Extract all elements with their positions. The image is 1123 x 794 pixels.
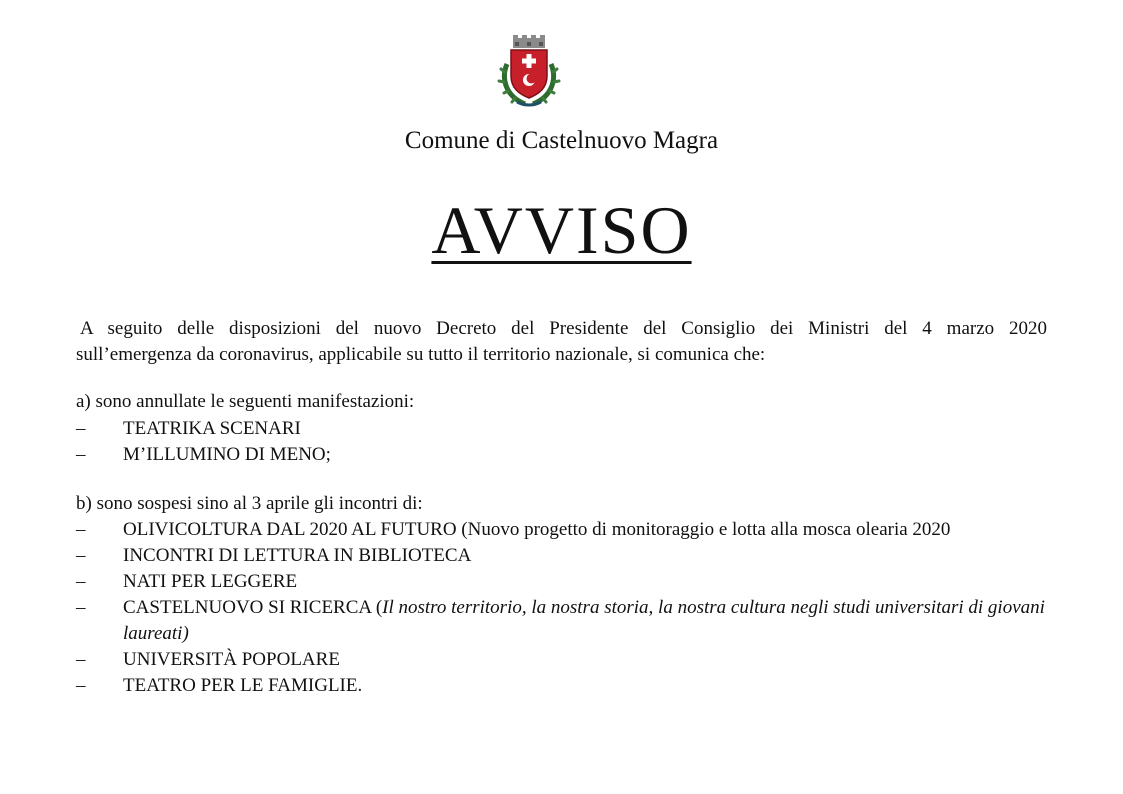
intro-line-1: A seguito delle disposizioni del nuovo Decreto del Presidente del Consiglio dei Ministri del 4 marzo 2020 — [80, 318, 1047, 339]
list-item-text: NATI PER LEGGERE — [123, 571, 298, 592]
list-item-text-italic: Il nostro territorio, la nostra storia, la nostra cultura negli studi universitari di giovani laureati) — [123, 597, 1045, 644]
municipal-coat-of-arms-icon — [497, 34, 561, 108]
list-item — [76, 416, 1056, 442]
section-a-heading: a) sono annullate le seguenti manifestazioni: — [76, 391, 415, 412]
list-item — [76, 673, 1056, 699]
list-dash: – — [76, 519, 86, 540]
list-dash: – — [76, 675, 86, 696]
section-b-heading: b) sono sospesi sino al 3 aprile gli incontri di: — [76, 493, 423, 514]
list-item — [76, 569, 1056, 595]
list-item-text: M’ILLUMINO DI MENO; — [123, 444, 331, 465]
list-dash: – — [76, 571, 86, 592]
intro-paragraph — [76, 316, 1047, 368]
list-dash: – — [76, 444, 86, 465]
list-item — [76, 647, 1056, 673]
list-dash: – — [76, 545, 86, 566]
list-dash: – — [76, 597, 86, 618]
list-item — [76, 442, 1056, 468]
list-item — [76, 595, 1056, 647]
municipality-name: Comune di Castelnuovo Magra — [404, 127, 719, 154]
list-item-text — [123, 597, 1045, 644]
notice-title-text: AVVISO — [431, 192, 692, 268]
list-item-text: OLIVICOLTURA DAL 2020 AL FUTURO (Nuovo progetto di monitoraggio e lotta alla mosca olearia 2020 — [123, 519, 951, 540]
list-item — [76, 543, 1056, 569]
section-b-list — [76, 517, 1056, 699]
list-item-text: INCONTRI DI LETTURA IN BIBLIOTECA — [123, 545, 472, 566]
list-item-text: TEATRO PER LE FAMIGLIE. — [123, 675, 363, 696]
list-item-text-plain: CASTELNUOVO SI RICERCA ( — [123, 597, 383, 618]
list-item-text: TEATRIKA SCENARI — [123, 418, 301, 439]
list-dash: – — [76, 418, 86, 439]
list-dash: – — [76, 649, 86, 670]
intro-line-2: sull’emergenza da coronavirus, applicabile su tutto il territorio nazionale, si comunica che: — [76, 344, 766, 365]
notice-title — [0, 192, 1123, 268]
list-item-text: UNIVERSITÀ POPOLARE — [123, 649, 340, 670]
list-item — [76, 517, 1056, 543]
section-a-list — [76, 416, 1056, 468]
